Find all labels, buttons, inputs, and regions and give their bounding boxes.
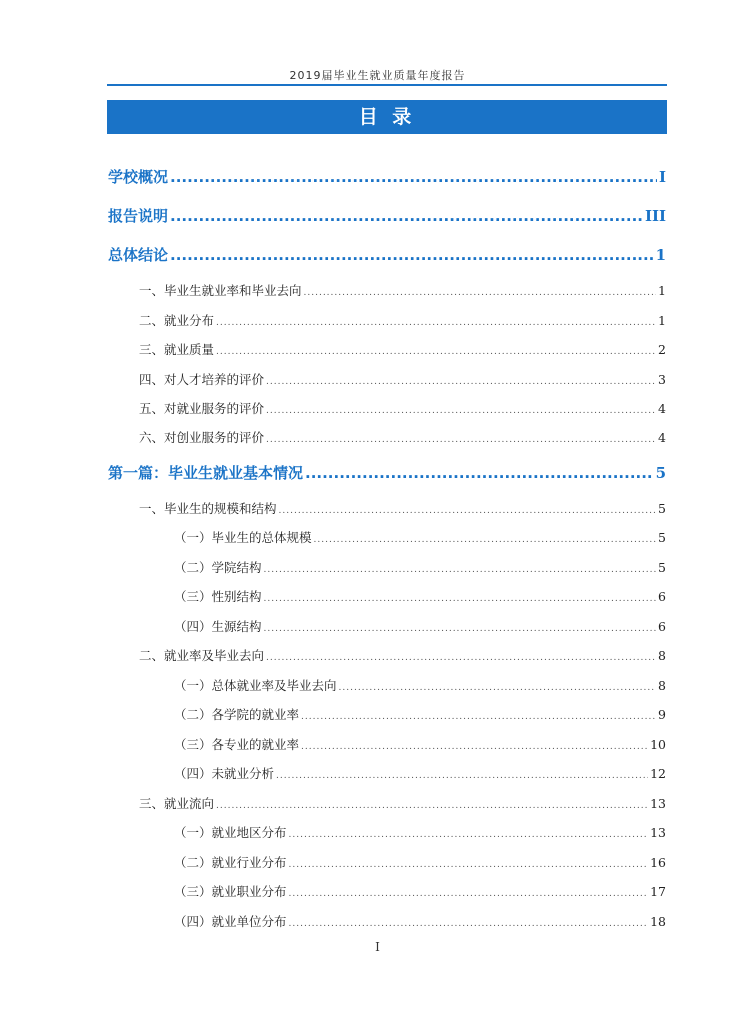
toc-leader-dots <box>305 464 654 482</box>
toc-entry-page: 2 <box>658 342 666 357</box>
toc-entry-label: 三、就业流向 <box>139 796 215 811</box>
toc-leader-dots <box>289 855 649 870</box>
toc-entry-label: 四、对人才培养的评价 <box>139 372 265 387</box>
toc-leader-dots <box>266 430 656 445</box>
toc-entry[interactable] <box>108 205 666 226</box>
toc-leader-dots <box>264 560 657 575</box>
toc-entry-label: 二、就业分布 <box>139 313 215 328</box>
toc-entry-page: 13 <box>650 825 666 840</box>
toc-entry-page: 1 <box>655 246 666 264</box>
toc-leader-dots <box>170 207 643 225</box>
toc-entry-page: 5 <box>655 464 666 482</box>
toc-entry-label: （四）未就业分析 <box>174 766 275 781</box>
toc-entry-label: 一、毕业生就业率和毕业去向 <box>139 283 302 298</box>
toc-leader-dots <box>301 737 648 752</box>
toc-entry-page: III <box>644 207 666 225</box>
toc-leader-dots <box>289 884 649 899</box>
toc-entry[interactable] <box>139 794 666 812</box>
toc-entry[interactable] <box>174 528 666 546</box>
toc-entry-label: 六、对创业服务的评价 <box>139 430 265 445</box>
toc-entry-label: （二）就业行业分布 <box>174 855 287 870</box>
toc-entry[interactable] <box>174 735 666 753</box>
toc-entry-page: 18 <box>650 914 666 929</box>
toc-entry-label: 二、就业率及毕业去向 <box>139 648 265 663</box>
toc-entry[interactable] <box>108 244 666 265</box>
toc-leader-dots <box>289 914 649 929</box>
toc-leader-dots <box>266 401 656 416</box>
toc-entry[interactable] <box>139 281 666 299</box>
toc-entry-page: 4 <box>658 401 666 416</box>
toc-entry-label: 总体结论 <box>108 246 169 264</box>
toc-leader-dots <box>276 766 648 781</box>
toc-entry[interactable] <box>174 882 666 900</box>
toc-entry-label: 一、毕业生的规模和结构 <box>139 501 277 516</box>
toc-leader-dots <box>301 707 656 722</box>
toc-leader-dots <box>289 825 649 840</box>
toc-leader-dots <box>170 246 654 264</box>
toc-leader-dots <box>264 589 657 604</box>
toc-entry[interactable] <box>174 823 666 841</box>
toc-entry-label: （三）各专业的就业率 <box>174 737 300 752</box>
toc-leader-dots <box>264 619 657 634</box>
toc-entry-label: （三）就业职业分布 <box>174 884 287 899</box>
toc-entry[interactable] <box>174 617 666 635</box>
toc-leader-dots <box>314 530 657 545</box>
toc-entry[interactable] <box>139 311 666 329</box>
toc-leader-dots <box>279 501 657 516</box>
toc-entry[interactable] <box>139 340 666 358</box>
toc-entry[interactable] <box>139 646 666 664</box>
toc-entry-label: （一）总体就业率及毕业去向 <box>174 678 337 693</box>
toc-entry[interactable] <box>108 462 666 483</box>
toc-entry-page: 17 <box>650 884 666 899</box>
toc-entry[interactable] <box>174 764 666 782</box>
toc-entry-page: 8 <box>658 678 666 693</box>
toc-entry-label: （一）毕业生的总体规模 <box>174 530 312 545</box>
toc-entry-page: 5 <box>658 501 666 516</box>
toc-entry-page: 6 <box>658 619 666 634</box>
toc-entry[interactable] <box>174 705 666 723</box>
toc-entry[interactable] <box>139 428 666 446</box>
toc-entry[interactable] <box>174 558 666 576</box>
toc-leader-dots <box>170 168 657 186</box>
toc-entry[interactable] <box>174 587 666 605</box>
toc-entry-page: 1 <box>658 313 666 328</box>
toc-entry[interactable] <box>108 166 666 187</box>
toc-entry[interactable] <box>174 853 666 871</box>
toc-entry[interactable] <box>139 499 666 517</box>
toc-entry-page: 12 <box>650 766 666 781</box>
toc-entry-page: 5 <box>658 560 666 575</box>
toc-leader-dots <box>216 342 656 357</box>
toc-leader-dots <box>266 372 656 387</box>
toc-entry[interactable] <box>139 370 666 388</box>
toc-entry-page: 10 <box>650 737 666 752</box>
toc-title: 目 录 <box>107 100 667 134</box>
page-number: I <box>375 940 380 954</box>
toc-entry-page: 5 <box>658 530 666 545</box>
toc-entry-page: 9 <box>658 707 666 722</box>
toc-entry-page: 8 <box>658 648 666 663</box>
running-header: 2019届毕业生就业质量年度报告 <box>289 69 466 82</box>
toc-entry-label: 报告说明 <box>108 207 169 225</box>
toc-entry-label: 五、对就业服务的评价 <box>139 401 265 416</box>
toc-leader-dots <box>216 796 648 811</box>
toc-entry-page: 16 <box>650 855 666 870</box>
toc-entry[interactable] <box>139 399 666 417</box>
toc-entry-label: （一）就业地区分布 <box>174 825 287 840</box>
toc-leader-dots <box>339 678 657 693</box>
toc-entry-page: 6 <box>658 589 666 604</box>
toc-entry-page: 3 <box>658 372 666 387</box>
toc-entry-label: 学校概况 <box>108 168 169 186</box>
toc-entry[interactable] <box>174 912 666 930</box>
toc-entry-page: I <box>658 168 666 186</box>
toc-entry-label: （四）就业单位分布 <box>174 914 287 929</box>
toc-entry-label: （四）生源结构 <box>174 619 262 634</box>
toc-leader-dots <box>266 648 656 663</box>
toc-entry-page: 4 <box>658 430 666 445</box>
toc-entry-page: 1 <box>658 283 666 298</box>
toc-entry-label: 三、就业质量 <box>139 342 215 357</box>
toc-leader-dots <box>304 283 657 298</box>
toc-entry-label: （二）各学院的就业率 <box>174 707 300 722</box>
toc-entry-page: 13 <box>650 796 666 811</box>
toc-entry-label: （三）性别结构 <box>174 589 262 604</box>
toc-entry-label: 第一篇：毕业生就业基本情况 <box>108 464 304 482</box>
toc-entry-label: （二）学院结构 <box>174 560 262 575</box>
toc-leader-dots <box>216 313 656 328</box>
toc-entry[interactable] <box>174 676 666 694</box>
